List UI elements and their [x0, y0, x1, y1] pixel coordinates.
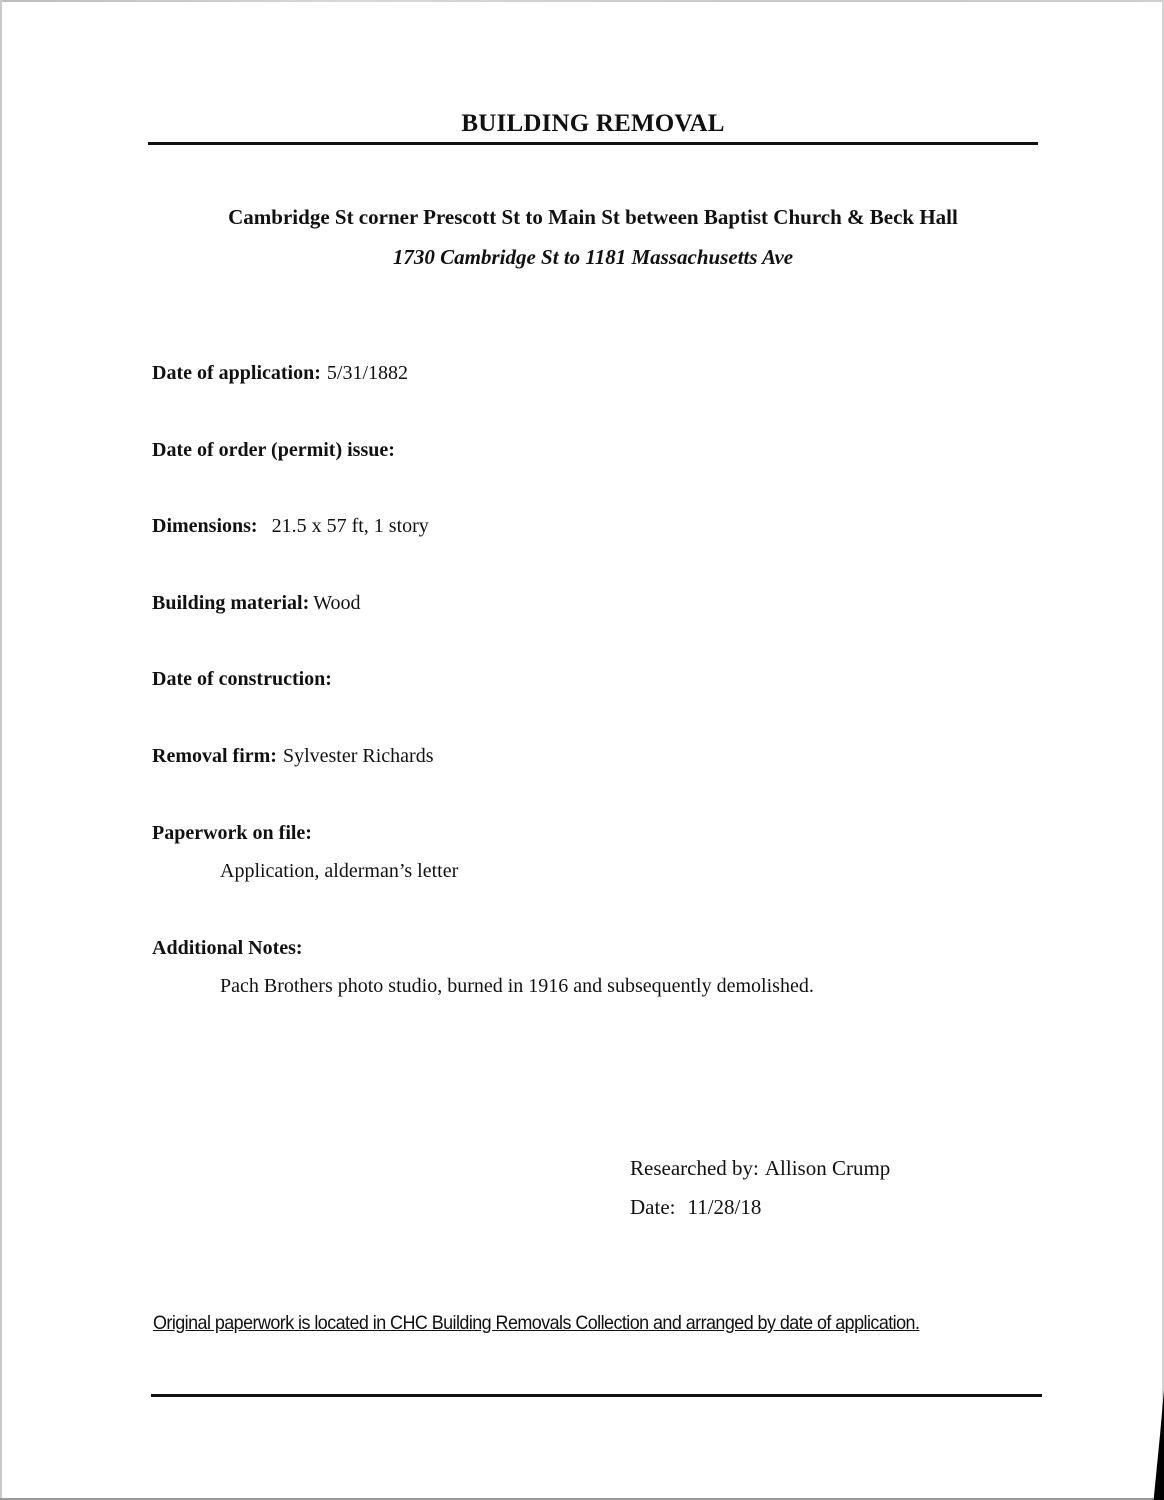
title-divider — [148, 142, 1038, 145]
scan-edge-left — [0, 0, 2, 1500]
field-value: 5/31/1882 — [326, 362, 409, 384]
field-paperwork-on-file — [152, 822, 312, 845]
scan-edge-top — [0, 0, 1164, 2]
field-label: Date of application: — [152, 362, 321, 384]
location-description: Cambridge St corner Prescott St to Main St between Baptist Church & Beck Hall — [228, 205, 958, 229]
field-label: Date of order (permit) issue: — [152, 439, 395, 461]
field-dimensions — [152, 515, 429, 538]
field-value: 21.5 x 57 ft, 1 story — [271, 515, 429, 537]
research-date-label: Date: — [630, 1195, 676, 1219]
field-date-of-application — [152, 362, 408, 385]
research-date — [630, 1195, 761, 1220]
footer-note: Original paperwork is located in CHC Building Removals Collection and arranged by date of application. — [153, 1312, 920, 1334]
researched-by-value: Allison Crump — [764, 1156, 891, 1180]
field-value: Wood — [313, 592, 361, 614]
document-title: BUILDING REMOVAL — [461, 110, 725, 137]
scan-corner-shadow — [1138, 1390, 1164, 1500]
field-label: Paperwork on file: — [152, 822, 312, 844]
field-label: Date of construction: — [152, 668, 332, 690]
field-label: Building material: — [152, 592, 310, 614]
research-date-value: 11/28/18 — [687, 1195, 762, 1219]
additional-notes-value: Pach Brothers photo studio, burned in 1916 and subsequently demolished. — [220, 975, 814, 997]
field-removal-firm — [152, 745, 433, 768]
field-label: Dimensions: — [152, 515, 258, 537]
researched-by-label: Researched by: — [630, 1156, 759, 1180]
bottom-divider — [151, 1394, 1042, 1397]
address-line: 1730 Cambridge St to 1181 Massachusetts Ave — [392, 245, 794, 269]
researched-by — [630, 1156, 890, 1181]
field-label: Removal firm: — [152, 745, 277, 767]
field-date-of-order — [152, 439, 401, 462]
field-additional-notes — [152, 937, 303, 960]
paperwork-on-file-value: Application, alderman’s letter — [220, 860, 459, 882]
field-building-material — [152, 592, 361, 615]
field-date-of-construction — [152, 668, 338, 691]
field-value: Sylvester Richards — [282, 745, 434, 767]
field-label: Additional Notes: — [152, 937, 303, 959]
